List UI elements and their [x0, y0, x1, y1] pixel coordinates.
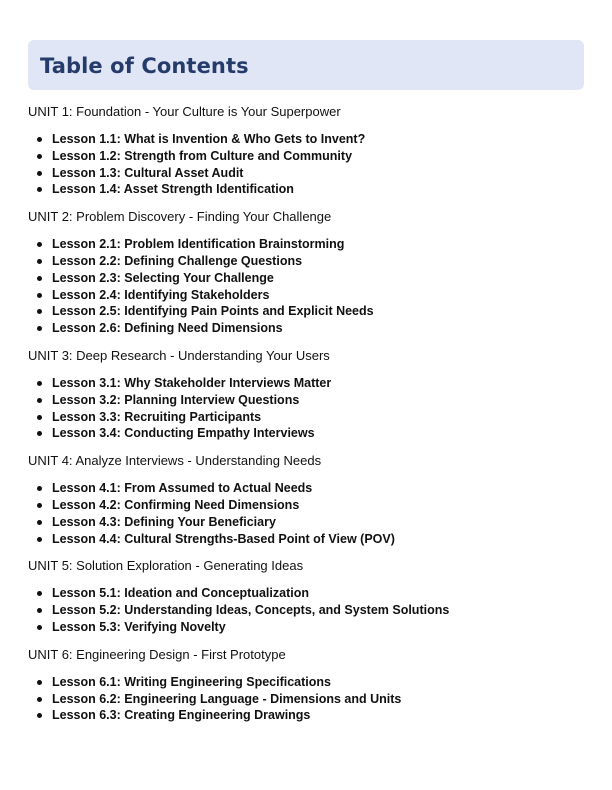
lesson-label: Lesson 2.5: Identifying Pain Points and Explicit Needs	[52, 304, 374, 319]
lesson-item	[28, 674, 584, 691]
bullet-icon	[37, 326, 42, 331]
lesson-label: Lesson 5.1: Ideation and Conceptualization	[52, 586, 309, 601]
lesson-label: Lesson 6.1: Writing Engineering Specifications	[52, 674, 331, 689]
lesson-list	[28, 131, 584, 198]
bullet-icon	[37, 591, 42, 596]
lesson-label: Lesson 4.4: Cultural Strengths-Based Point of View (POV)	[52, 531, 395, 546]
lesson-item	[28, 320, 584, 337]
lesson-label: Lesson 2.6: Defining Need Dimensions	[52, 321, 283, 336]
toc-page	[28, 40, 584, 734]
bullet-icon	[37, 520, 42, 525]
lesson-item	[28, 514, 584, 531]
lesson-label: Lesson 3.4: Conducting Empathy Interviews	[52, 426, 315, 441]
bullet-icon	[37, 137, 42, 142]
lesson-item	[28, 375, 584, 392]
lesson-item	[28, 602, 584, 619]
lesson-list	[28, 674, 584, 724]
bullet-icon	[37, 259, 42, 264]
unit-1	[28, 103, 584, 198]
bullet-icon	[37, 503, 42, 508]
unit-title: UNIT 4: Analyze Interviews - Understanding Needs	[28, 453, 322, 469]
bullet-icon	[37, 242, 42, 247]
lesson-label: Lesson 4.1: From Assumed to Actual Needs	[52, 481, 313, 496]
lesson-item	[28, 181, 584, 198]
unit-3	[28, 347, 584, 442]
bullet-icon	[37, 187, 42, 192]
bullet-icon	[37, 486, 42, 491]
lesson-label: Lesson 3.2: Planning Interview Questions	[52, 392, 300, 407]
lesson-label: Lesson 1.4: Asset Strength Identification	[52, 182, 294, 197]
unit-title: UNIT 1: Foundation - Your Culture is Your Superpower	[28, 104, 341, 119]
lesson-item	[28, 165, 584, 182]
lesson-label: Lesson 3.3: Recruiting Participants	[52, 409, 262, 424]
lesson-item	[28, 148, 584, 165]
bullet-icon	[37, 431, 42, 436]
bullet-icon	[37, 713, 42, 718]
bullet-icon	[37, 398, 42, 403]
lesson-item	[28, 409, 584, 426]
lesson-item	[28, 531, 584, 548]
unit-title: UNIT 6: Engineering Design - First Prototype	[28, 646, 286, 662]
toc-header-banner	[28, 40, 584, 90]
lesson-label: Lesson 5.3: Verifying Novelty	[52, 619, 226, 634]
lesson-label: Lesson 4.3: Defining Your Beneficiary	[52, 514, 276, 529]
lesson-item	[28, 392, 584, 409]
bullet-icon	[37, 680, 42, 685]
lesson-label: Lesson 2.3: Selecting Your Challenge	[52, 270, 274, 285]
bullet-icon	[37, 154, 42, 159]
bullet-icon	[37, 293, 42, 298]
lesson-item	[28, 585, 584, 602]
lesson-item	[28, 253, 584, 270]
bullet-icon	[37, 608, 42, 613]
lesson-item	[28, 707, 584, 724]
lesson-list	[28, 480, 584, 547]
unit-title: UNIT 3: Deep Research - Understanding Your Users	[28, 347, 330, 363]
lesson-label: Lesson 6.3: Creating Engineering Drawings	[52, 708, 311, 723]
lesson-item	[28, 691, 584, 708]
lesson-list	[28, 375, 584, 442]
lesson-label: Lesson 1.1: What is Invention & Who Gets to Invent?	[52, 132, 366, 146]
lesson-item	[28, 303, 584, 320]
lesson-label: Lesson 2.4: Identifying Stakeholders	[52, 287, 270, 302]
lesson-item	[28, 236, 584, 253]
lesson-item	[28, 480, 584, 497]
unit-4	[28, 452, 584, 547]
lesson-item	[28, 287, 584, 304]
bullet-icon	[37, 625, 42, 630]
bullet-icon	[37, 415, 42, 420]
bullet-icon	[37, 276, 42, 281]
bullet-icon	[37, 171, 42, 176]
lesson-label: Lesson 5.2: Understanding Ideas, Concepts, and System Solutions	[52, 603, 450, 618]
lesson-label: Lesson 1.3: Cultural Asset Audit	[52, 165, 244, 180]
lesson-label: Lesson 2.1: Problem Identification Brainstorming	[52, 237, 345, 252]
bullet-icon	[37, 381, 42, 386]
unit-title: UNIT 5: Solution Exploration - Generating Ideas	[28, 558, 304, 574]
bullet-icon	[37, 697, 42, 702]
lesson-list	[28, 236, 584, 337]
lesson-label: Lesson 4.2: Confirming Need Dimensions	[52, 497, 300, 512]
lesson-item	[28, 270, 584, 287]
lesson-label: Lesson 6.2: Engineering Language - Dimensions and Units	[52, 691, 402, 706]
unit-list	[28, 103, 584, 724]
lesson-item	[28, 497, 584, 514]
unit-2	[28, 208, 584, 337]
lesson-list	[28, 585, 584, 635]
unit-5	[28, 557, 584, 635]
lesson-label: Lesson 3.1: Why Stakeholder Interviews Matter	[52, 375, 332, 390]
lesson-label: Lesson 1.2: Strength from Culture and Community	[52, 148, 353, 163]
unit-title: UNIT 2: Problem Discovery - Finding Your Challenge	[28, 209, 332, 225]
unit-6	[28, 646, 584, 724]
bullet-icon	[37, 537, 42, 542]
page-title: Table of Contents	[40, 54, 249, 78]
lesson-item	[28, 619, 584, 636]
lesson-item	[28, 131, 584, 148]
bullet-icon	[37, 309, 42, 314]
lesson-label: Lesson 2.2: Defining Challenge Questions	[52, 253, 303, 268]
lesson-item	[28, 425, 584, 442]
